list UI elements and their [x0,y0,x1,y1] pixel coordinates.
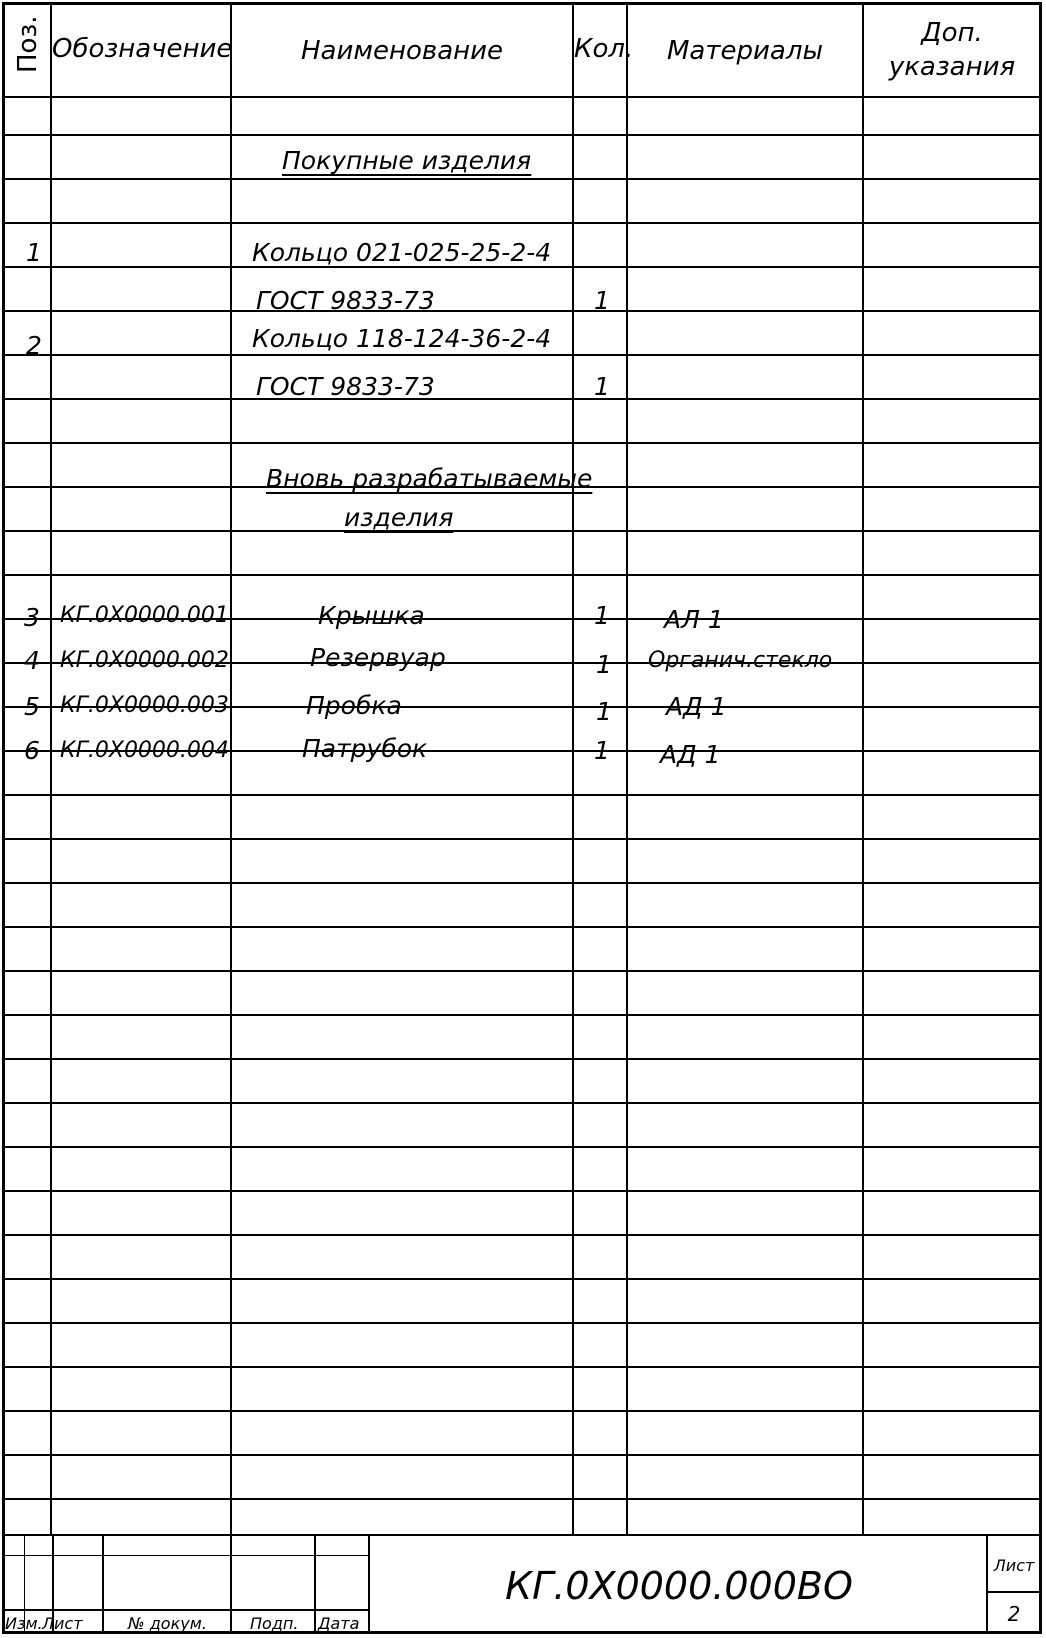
sheet-box-line [986,1591,1040,1593]
row-line [4,1014,1040,1016]
label-izm: Изм. [5,1614,43,1633]
row-line [4,1190,1040,1192]
item-name: Пробка [306,691,402,720]
item-name: Крышка [318,601,425,630]
col-line-name [572,4,574,1534]
row-line [4,1410,1040,1412]
row-line [4,1322,1040,1324]
header-pos: Поз. [13,15,43,73]
sheet-number: 2 [1007,1602,1021,1626]
tb-col-line [102,1534,104,1634]
item-name: Патрубок [302,734,428,763]
row-line [4,178,1040,180]
item-qty: 1 [596,697,612,726]
item-qty: 1 [594,736,610,765]
header-notes-line2: указания [888,52,1016,82]
row-line [4,838,1040,840]
row-line [4,882,1040,884]
row-line [4,310,1040,312]
label-doc-no: № докум. [128,1614,207,1633]
document-code: КГ.0Х0000.000ВО [505,1564,853,1608]
row1-standard: ГОСТ 9833-73 [256,286,435,315]
row-line [4,1366,1040,1368]
row-line [4,530,1040,532]
tb-col-line [230,1534,232,1634]
col-line-designation [230,4,232,1534]
tb-col-line [986,1534,988,1634]
item-code: КГ.0Х0000.003 [60,693,229,718]
row-line [4,1102,1040,1104]
title-block-top-line [4,1534,1040,1536]
row2-pos: 2 [26,331,42,360]
header-notes-line1: Доп. [921,18,983,48]
row-line [4,1234,1040,1236]
label-list: Лист [42,1614,83,1633]
row-line [4,1278,1040,1280]
row-line [4,442,1040,444]
item-code: КГ.0Х0000.004 [60,738,229,763]
row-line [4,970,1040,972]
item-pos: 5 [24,692,40,721]
header-designation: Обозначение [52,34,233,64]
row2-qty: 1 [594,372,610,401]
col-line-materials [862,4,864,1534]
item-code: КГ.0Х0000.002 [60,648,229,673]
item-code: КГ.0Х0000.001 [60,603,229,628]
row-line [4,574,1040,576]
row-line [4,1454,1040,1456]
section-title-new-2: изделия [344,503,454,532]
section-title-new-1: Вновь разрабатываемые [266,464,593,493]
header-materials: Материалы [667,36,823,66]
item-qty: 1 [594,601,610,630]
item-material: АД 1 [666,692,727,721]
item-material: АЛ 1 [664,605,724,634]
header-qty: Кол. [574,34,634,64]
item-pos: 4 [24,646,40,675]
row-line [4,1146,1040,1148]
item-material: АД 1 [660,740,721,769]
row-line [4,222,1040,224]
row-line [4,134,1040,136]
row1-name: Кольцо 021-025-25-2-4 [252,238,552,267]
tb-col-line [368,1534,370,1634]
label-sign: Подп. [250,1614,299,1633]
col-line-pos [50,4,52,1534]
row1-qty: 1 [594,286,610,315]
row2-name: Кольцо 118-124-36-2-4 [252,324,552,353]
tb-col-line [314,1534,316,1634]
row-line [4,1498,1040,1500]
row-line [4,1058,1040,1060]
row-line [4,926,1040,928]
item-material: Органич.стекло [648,648,833,673]
row-line [4,96,1040,98]
sheet-label: Лист [993,1556,1035,1575]
item-pos: 3 [24,603,40,632]
section-title-purchased: Покупные изделия [282,146,532,175]
row-line [4,354,1040,356]
row-line [4,794,1040,796]
header-name: Наименование [300,36,504,66]
row2-standard: ГОСТ 9833-73 [256,372,435,401]
label-date: Дата [318,1614,360,1633]
row-line [4,398,1040,400]
row1-pos: 1 [26,238,42,267]
item-qty: 1 [596,650,612,679]
item-pos: 6 [24,736,40,765]
col-line-qty [626,4,628,1534]
item-name: Резервуар [310,643,446,672]
